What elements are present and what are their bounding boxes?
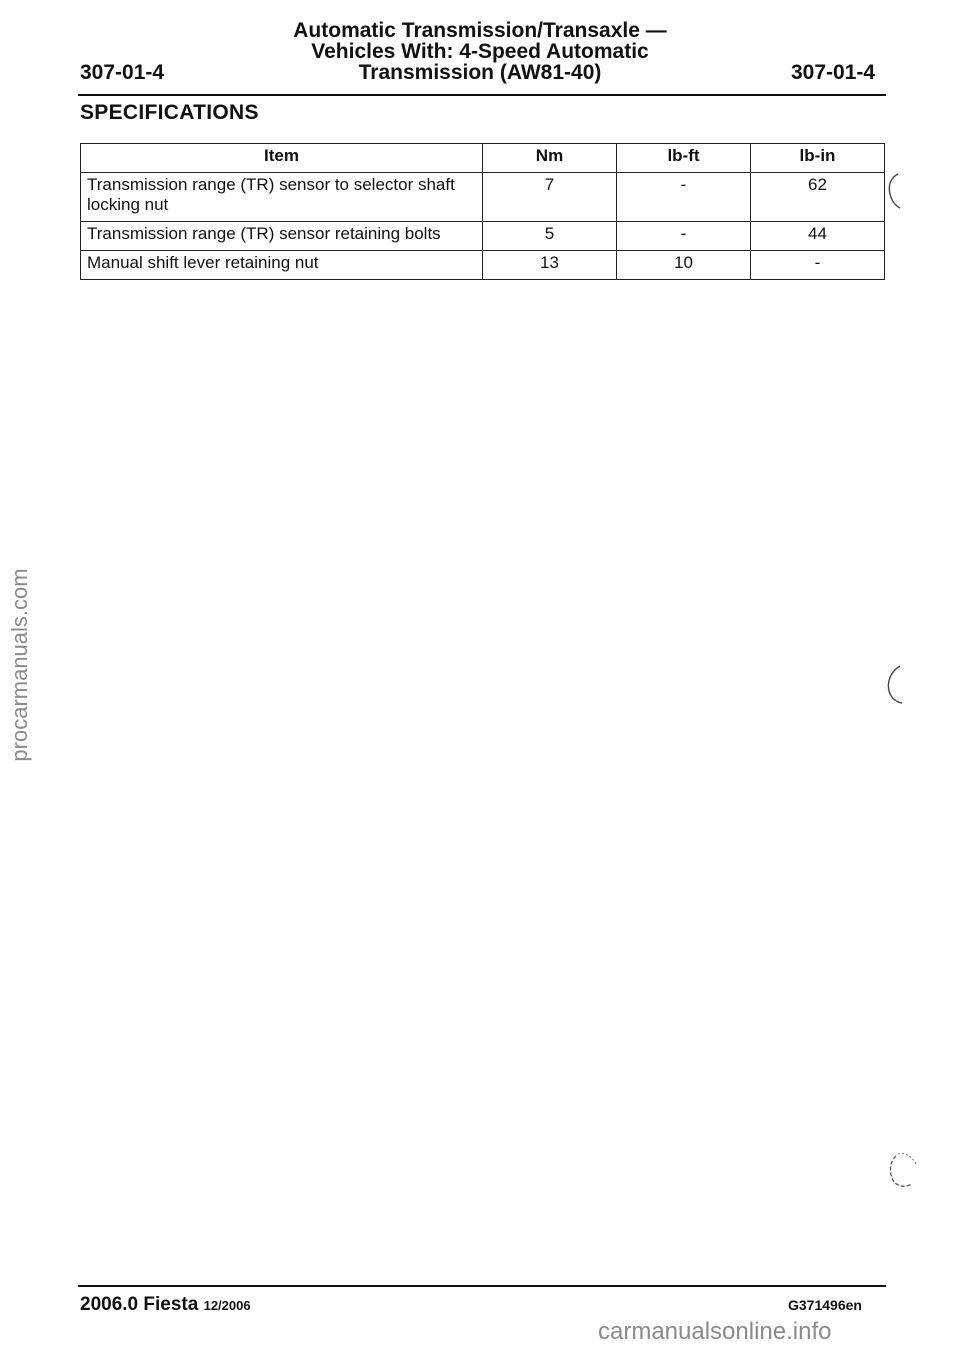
cell-nm: 7 — [483, 173, 617, 222]
cell-nm: 5 — [483, 222, 617, 251]
column-header-nm: Nm — [483, 144, 617, 173]
title-line-2: Vehicles With: 4-Speed Automatic — [311, 40, 649, 63]
punch-hole-mark — [884, 664, 920, 704]
page-number-right: 307-01-4 — [791, 61, 876, 84]
side-watermark: procarmanuals.com — [7, 568, 32, 762]
cell-lb-ft: - — [617, 222, 751, 251]
punch-hole-mark — [884, 1150, 920, 1190]
table-row — [81, 222, 885, 251]
page-number-left: 307-01-4 — [80, 61, 165, 84]
footer-code: G371496en — [788, 1297, 862, 1313]
punch-hole-mark — [884, 170, 920, 210]
column-header-lb-ft: lb-ft — [617, 144, 751, 173]
table-row — [81, 251, 885, 280]
column-header-item: Item — [81, 144, 483, 173]
cell-nm: 13 — [483, 251, 617, 280]
cell-lb-ft: - — [617, 173, 751, 222]
cell-lb-in: 62 — [751, 173, 885, 222]
cell-item: Manual shift lever retaining nut — [81, 251, 483, 280]
header-rule — [78, 94, 886, 96]
title-line-3: Transmission (AW81-40) — [358, 61, 602, 84]
cell-lb-in: - — [751, 251, 885, 280]
cell-lb-in: 44 — [751, 222, 885, 251]
specifications-table — [80, 143, 885, 280]
footer-model-name: 2006.0 Fiesta — [80, 1294, 199, 1315]
section-title: SPECIFICATIONS — [80, 101, 259, 124]
column-header-lb-in: lb-in — [751, 144, 885, 173]
cell-lb-ft: 10 — [617, 251, 751, 280]
bottom-watermark: carmanualsonline.info — [598, 1318, 832, 1345]
table-header-row — [81, 144, 885, 173]
cell-item: Transmission range (TR) sensor retaining bolts — [81, 222, 483, 251]
title-line-1: Automatic Transmission/Transaxle — — [293, 19, 667, 42]
footer-date: 12/2006 — [203, 1298, 251, 1313]
footer-model — [80, 1294, 251, 1316]
cell-item: Transmission range (TR) sensor to selector shaft locking nut — [81, 173, 483, 222]
table-row — [81, 173, 885, 222]
footer-rule — [78, 1285, 886, 1287]
